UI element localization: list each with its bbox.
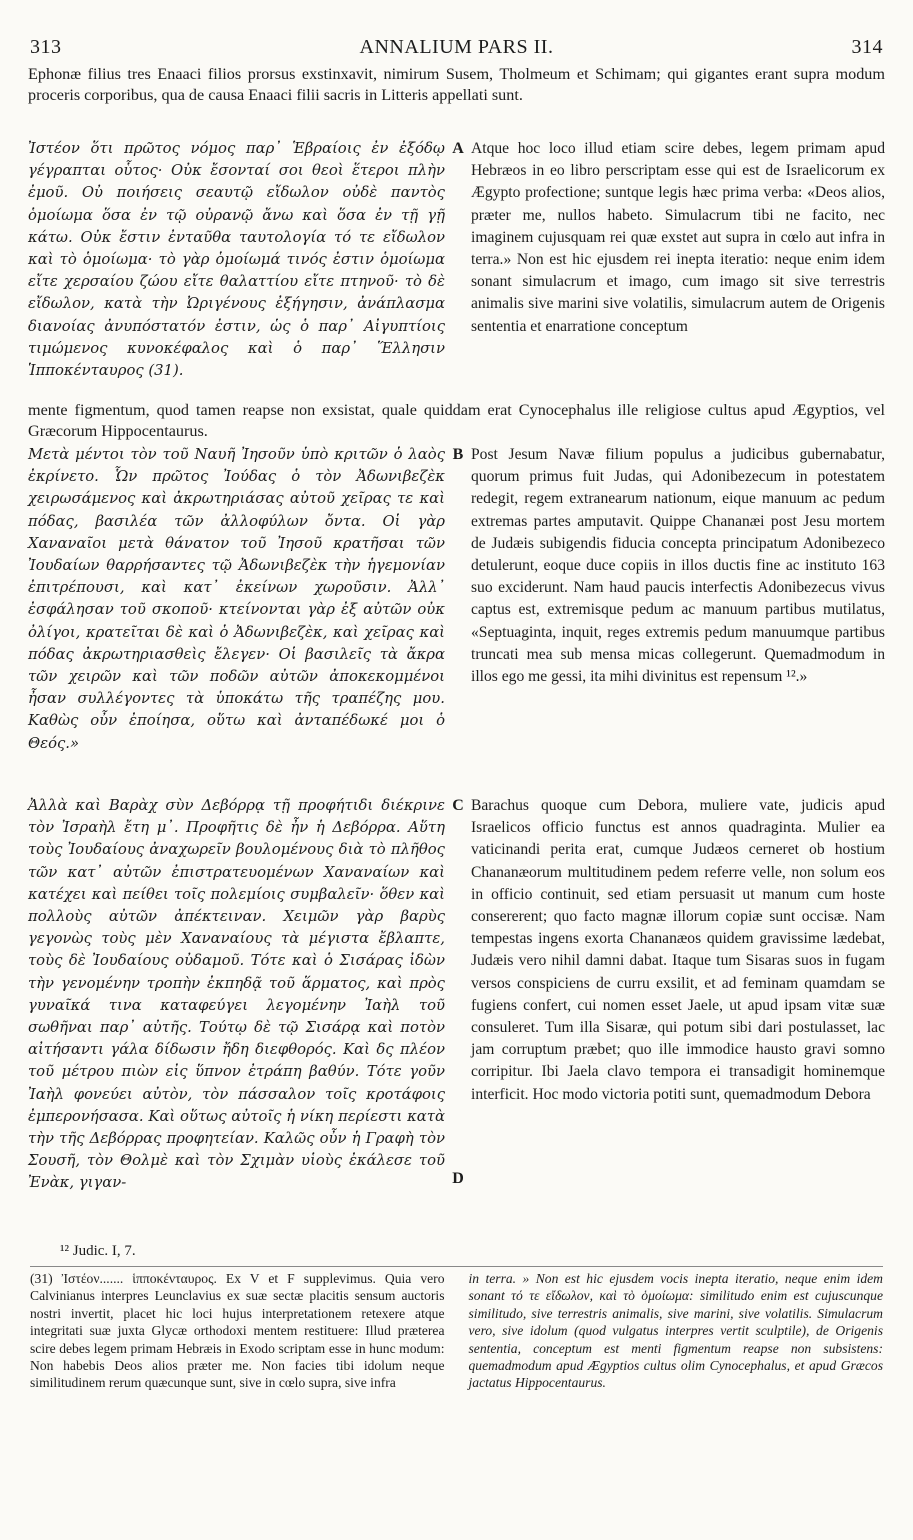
note-right: in terra. » Non est hic ejusdem vocis inepta iteratio, neque enim idem sonant τό τε εἴδωλον, καὶ τὸ ὁμοίωμα: similitudo enim est cujuscunque similitudo, sive terrestris animalis, sive marini, sive volatilis. Simulacrum vero, sive idolum (quod vulgatus interpres vertit sculptile), de Origenis sententia, conceptum est menti figmentum reapse non subsistens: quemadmodum apud Ægyptios cultus olim Cynocephalus, et apud Græcos jactatus Hippocentaurus. [468, 1271, 883, 1391]
latin-column-b: Post Jesum Navæ filium populus a judicibus gubernabatur, quorum primus fuit Judas, qui Adonibezecum in potestatem redegit, regem extranearum nationum, eique manuum ac pedum extremas partes amputavit. Quippe Chananæi post Jesu mortem de Judæis subigendis fiducia concepta principatum Adonibezeco detulerunt, eoque duce copiis in illos ductis fine ac instituto 163 suo exciderunt. Nam haud paucis interfectis Adonibezecus vivus captus est, extremisque pedum ac manuum partibus mutilatus, «Septuaginta, inquit, reges extremis pedum manuumque partibus truncati mea sub mensa micas collegerunt. Quemadmodum in illos ego me gessi, ita mihi divinitus est repensum ¹².» [470, 446, 885, 686]
section-b [28, 444, 885, 755]
page-number-right: 314 [851, 36, 883, 58]
margin-marker-c [445, 795, 471, 1195]
greek-column-b: Μετὰ μέντοι τὸν τοῦ Ναυῆ Ἰησοῦν ὑπὸ κριτῶν ὁ λαὸς ἐκρίνετο. Ὧν πρῶτος Ἰούδας ὁ τὸν Ἀδωνιβεζὲκ χειρωσάμενος καὶ ἀκρωτηριάσας αὐτοῦ χεῖρας τε καὶ πόδας, βασιλέα τῶν ἀλλοφύλων ὄντα. Οἱ γὰρ Χαναναῖοι μετὰ θάνατον τοῦ Ἰησοῦ κρατῆσαι τῶν Ἰουδαίων θαρρήσαντες τῷ Ἀδωνιβεζὲκ τὴν ἡγεμονίαν ἐπιτρέπουσι, καὶ κατ᾽ ἐκείνων χωροῦσιν. Ἀλλ᾽ ἐσφάλησαν τοῦ σκοποῦ· κτείνονται γὰρ ἐξ αὐτῶν οὐκ ὀλίγοι, κρατεῖται δὲ καὶ ὁ Ἀδωνιβεζὲκ, καὶ χεῖρας καὶ πόδας ἀκρωτηριασθεὶς ἔλεγεν· Οἱ βασιλεῖς τὰ ἄκρα τῶν χειρῶν καὶ τῶν ποδῶν αὐτῶν ἀποκεκομμένοι ἦσαν συλλέγοντες τὰ ὑποκάτω τῆς τραπέζης μου. Καθὼς οὖν ἐποίησα, οὕτω καὶ ἀνταπέδωκέ μοι ὁ Θεός.» [28, 446, 445, 752]
section-a [28, 138, 885, 382]
margin-marker-a: A [452, 140, 464, 157]
footnotes [30, 1270, 883, 1392]
greek-column-a: Ἰστέον ὅτι πρῶτος νόμος παρ᾽ Ἑβραίοις ἐν ἐξόδῳ γέγραπται οὗτος· Οὐκ ἔσονταί σοι θεοὶ ἕτεροι πλὴν ἐμοῦ. Οὐ ποιήσεις σεαυτῷ εἴδωλον οὐδὲ παντὸς ὁμοίωμα ὅσα ἐν τῷ οὐρανῷ ἄνω καὶ ὅσα ἐν τῇ γῇ κάτω. Οὐκ ἔστιν ἐνταῦθα ταυτολογία τό τε εἴδωλον καὶ τὸ ὁμοίωμα· τὸ γὰρ ὁμοίωμά τινός ἐστιν ὁμοίωμα εἴτε χερσαίου ζώου εἴτε θαλαττίου εἴτε πτηνοῦ· τὸ δὲ εἴδωλον, κατὰ τὴν Ὠριγένους ἐξήγησιν, ἀνάπλασμα διανοίας ἀνυπόστατόν ἐστιν, ὡς ὁ παρ᾽ Αἰγυπτίοις τιμώμενος κυνοκέφαλος καὶ ὁ παρ᾽ Ἕλλησιν Ἱπποκένταυρος (31). [28, 140, 445, 380]
note-left: (31) Ἰστέον....... ἱπποκένταυρος. Ex V et F supplevimus. Quia vero Calvinianus interpres Leunclavius ex suæ sectæ placitis sensum auctoris nostri invertit, placet hic loci hujus interpretationem retexere atque integritati suæ juxta Glycæ orthodoxi mentem restituere: Illud præterea scire debes legem primam Hebræis in Exodo scriptam esse in hunc modum: Non habebis Deos alios præter me. Non facies tibi idolum neque similitudinem rerum quæcunque sunt, sive in cœlo supra, sive infra [30, 1271, 445, 1391]
section-c [28, 795, 885, 1195]
footnote-divider [30, 1266, 883, 1267]
marker-c: C [452, 797, 464, 814]
page-number-left: 313 [30, 36, 62, 58]
latin-column-c: Barachus quoque cum Debora, muliere vate, judicis apud Israelicos officio functus est annos quadraginta. Mulier ea vaticinandi perita erat, cumque Judæos cerneret ob hostium Chananæorum multitudinem pedem referre velle, non solum eos in officio continuit, sed etiam persuasit ut manum cum hoste consererent; quo facto magnæ illorum copiæ sunt occisæ. Nam tempestas ingens exorta Chananæos quidem gravissime lædebat, Judæis vero nihil damni dabat. Itaque tum Sisaras suos in fugam versos conspiciens de curru exsilit, et ad feminam quamdam se fugiens confert, cui nomen esset Jaele, ut apud ipsam vitæ suæ consuleret. Tum illa Sisaræ, qui potum sibi dari postulasset, lac jam corruptum præbet; quo ille immodice hausto gravi somno corripitur. Ibi Jaela clavo tempora ei transadigit hominemque interficit. Hoc modo victoria potiti sunt, quemadmodum Debora [470, 797, 885, 1103]
running-title: ANNALIUM PARS II. [359, 36, 554, 58]
margin-marker-b: B [452, 446, 464, 463]
greek-column-c: Ἀλλὰ καὶ Βαρὰχ σὺν Δεβόρρᾳ τῇ προφήτιδι διέκρινε τὸν Ἰσραὴλ ἔτη μ᾽. Προφῆτις δὲ ἦν ἡ Δεβόρρα. Αὕτη τοὺς Ἰουδαίους ἀναχωρεῖν βουλομένους διὰ τὸ πλῆθος τῶν κατ᾽ αὐτῶν ἐπιστρατευομένων Χαναναίων καὶ κατέχει καὶ πείθει τοῖς πολεμίοις συμβαλεῖν· ὅθεν καὶ πολλοὺς αὐτῶν ἀπέκτειναν. Χειμῶν γὰρ βαρὺς γεγονὼς τοὺς μὲν Χαναναίους τὰ μέγιστα ἔβλαπτε, τοὺς δὲ Ἰουδαίους οὐδαμοῦ. Τότε καὶ ὁ Σισάρας ἰδὼν τὴν γενομένην τροπὴν ἐκπηδᾷ τοῦ ἅρματος, καὶ πρὸς γυναῖκά τινα καταφεύγει λεγομένην Ἰαὴλ τοῦ σωθῆναι παρ᾽ αὐτῆς. Τούτῳ δὲ τῷ Σισάρᾳ καὶ ποτὸν αἰτήσαντι γάλα δίδωσιν ἤδη διεφθορός. Καὶ δς πλέον τοῦ μέτρου πιὼν εἰς ὕπνον ἐτράπη βαθύν. Τότε γοῦν Ἰαὴλ φονεύει αὐτὸν, τὸν πάσσαλον τοῖς κροτάφοις ἐμπερονήσασα. Καὶ οὕτως αὐτοῖς ἡ νίκη περίεστι κατὰ τὴν τῆς Δεβόρρας προφητείαν. Καλῶς οὖν ἡ Γραφὴ τὸν Σουσῆ, τὸν Θολμὲ καὶ τὸν Σχιμὰν υἱοὺς ἐκάλεσε τοῦ Ἐνὰκ, γιγαν- [28, 797, 445, 1192]
footnote-reference: ¹² Judic. I, 7. [60, 1243, 136, 1259]
running-header [30, 36, 883, 62]
latin-column-a: Atque hoc loco illud etiam scire debes, legem primam apud Hebræos in eo libro perscriptam esse qui est de Israelicorum ex Ægypto profectione; suntque legis hæc prima verba: «Deos alios, præter me, nullos habeto. Simulacrum tibi ne facito, nec imaginem cujusquam rei quæ exstet aut supra in cœlo aut infra in terra.» Non est hic ejusdem rei inepta iteratio: neque enim idem sonant simulacrum et imago, cum imago sit sive terrestris animalis sive marini sive volatilis, simulacrum autem de Origenis sententia et enarratione conceptum [470, 140, 885, 335]
marker-d: D [452, 1170, 464, 1187]
continuation-paragraph: mente figmentum, quod tamen reapse non exsistat, quale quiddam erat Cynocephalus ille religiose cultus apud Ægyptios, vel Græcorum Hippocentaurus. [28, 401, 885, 440]
intro-paragraph: Ephonæ filius tres Enaaci filios prorsus exstinxavit, nimirum Susem, Tholmeum et Schimam; qui gigantes erant supra modum proceris corporibus, qua de causa Enaaci filii sacris in Litteris appellati sunt. [28, 65, 885, 104]
